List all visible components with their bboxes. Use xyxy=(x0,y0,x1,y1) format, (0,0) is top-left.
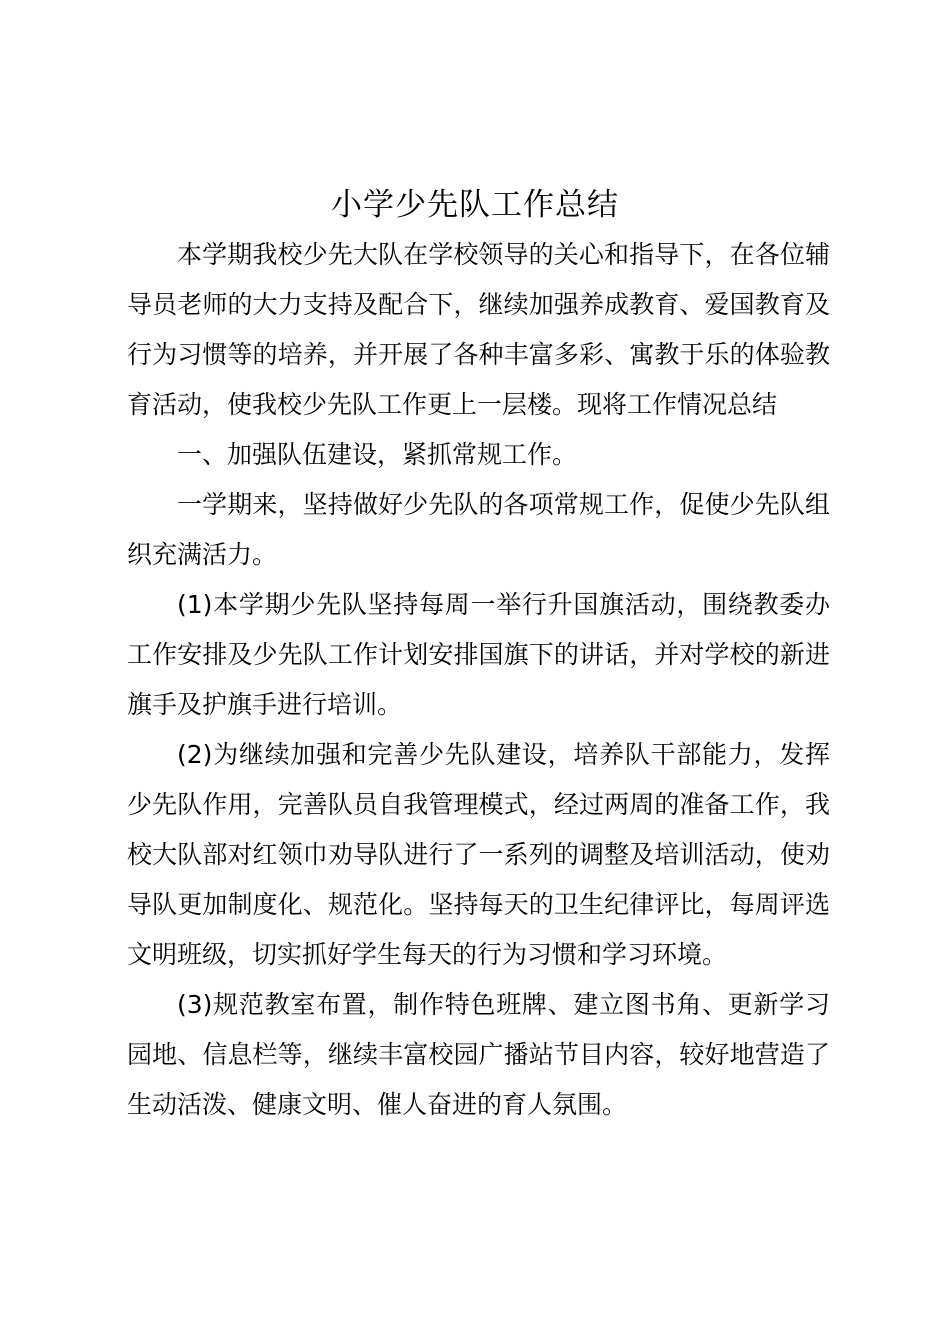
section-heading: 一、加强队伍建设，紧抓常规工作。 xyxy=(177,440,578,469)
item-paragraph-3: (3)规范教室布置，制作特色班牌、建立图书角、更新学习园地、信息栏等，继续丰富校园广播站节目内容，较好地营造了生动活泼、健康文明、催人奋进的育人氛围。 xyxy=(127,990,830,1119)
document-title: 小学少先队工作总结 xyxy=(331,187,619,223)
intro-paragraph: 本学期我校少先大队在学校领导的关心和指导下，在各位辅导员老师的大力支持及配合下，继续加强养成教育、爱国教育及行为习惯等的培养，并开展了各种丰富多彩、寓教于乐的体验教育活动，使我校少先队工作更上一层楼。现将工作情况总结 xyxy=(127,240,830,419)
section-paragraph: 一学期来，坚持做好少先队的各项常规工作，促使少先队组织充满活力。 xyxy=(127,490,830,569)
item-paragraph-1: (1)本学期少先队坚持每周一举行升国旗活动，围绕教委办工作安排及少先队工作计划安排国旗下的讲话，并对学校的新进旗手及护旗手进行培训。 xyxy=(127,590,830,719)
item-paragraph-2: (2)为继续加强和完善少先队建设，培养队干部能力，发挥少先队作用，完善队员自我管理模式，经过两周的准备工作，我校大队部对红领巾劝导队进行了一系列的调整及培训活动，使劝导队更加制度化、规范化。坚持每天的卫生纪律评比，每周评选文明班级，切实抓好学生每天的行为习惯和学习环境。 xyxy=(127,740,830,969)
document-body xyxy=(127,230,830,1130)
